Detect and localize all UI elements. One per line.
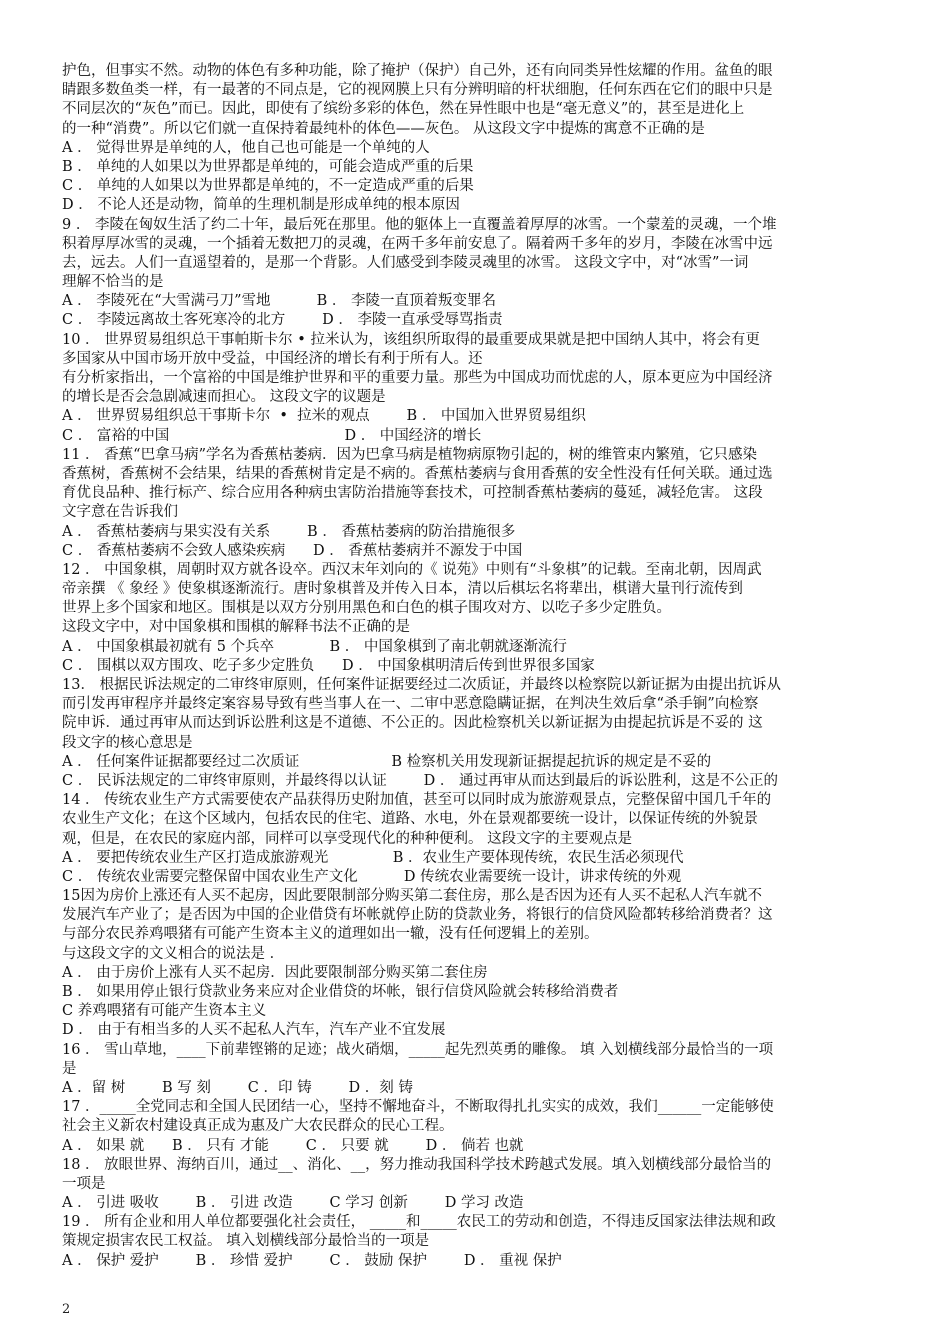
text-line: 与这段文字的文义相合的说法是 ． bbox=[62, 945, 285, 962]
text-line: A ． 如果 就 B ． 只有 才能 C ． 只要 就 D ． 倘若 也就 bbox=[62, 1137, 524, 1154]
text-line: 去，远去。人们一直遥望着的，是那一个背影。人们感受到李陵灵魂里的冰雪。 这段文字中，对“冰雪”一词 bbox=[62, 254, 749, 271]
text-line: A ． 保护 爱护 B ． 珍惜 爱护 C ． 鼓励 保护 D ． 重视 保护 bbox=[62, 1252, 562, 1269]
text-line: 16 ． 雪山草地，____下前辈铿锵的足迹；战火硝烟，_____起先烈英勇的雕像。 填 入划横线部分最恰当的一项 bbox=[62, 1041, 774, 1058]
text-line: 的一种“消费”。所以它们就一直保持着最纯朴的体色——灰色。 从这段文字中提炼的寓意不正确的是 bbox=[62, 120, 705, 137]
text-line: C ． 富裕的中国 D ． 中国经济的增长 bbox=[62, 427, 482, 444]
text-line: 段文字的核心意思是 bbox=[62, 734, 193, 751]
text-line: B ． 如果用停止银行贷款业务来应对企业借贷的坏帐，银行信贷风险就会转移给消费者 bbox=[62, 984, 619, 1000]
text-line: A ． 要把传统农业生产区打造成旅游观光 B ．农业生产要体现传统，农民生活必须现代 bbox=[62, 849, 684, 866]
text-line: A ． 任何案件证据都要经过二次质证 B 检察机关用发现新证据提起抗诉的规定是不妥的 bbox=[62, 753, 712, 770]
text-line: 与部分农民养鸡喂猪有可能产生资本主义的道理如出一辙，没有任何逻辑上的差别。 bbox=[62, 926, 599, 943]
text-line: 观，但是，在农民的家庭内部，同样可以享受现代化的种种便利。 这段文字的主要观点是 bbox=[62, 830, 633, 847]
text-line: 不同层次的“灰色”而已。因此，即使有了缤纷多彩的体色，然在异性眼中也是“毫无意义”的，甚至是进化上 bbox=[62, 101, 745, 118]
text-line: 18 ． 放眼世界、海纳百川，通过__、消化、__，努力推动我国科学技术跨越式发展。填入划横线部分最恰当的 bbox=[62, 1156, 772, 1173]
text-line: 15因为房价上涨还有人买不起房，因此要限制部分购买第二套住房，那么是否因为还有人买不起私人汽车就不 bbox=[62, 888, 762, 905]
text-line: 社会主义新农村建设真正成为惠及广大农民群众的民心工程。 bbox=[62, 1118, 454, 1135]
text-line: A ． 引进 吸收 B ． 引进 改造 C 学习 创新 D 学习 改造 bbox=[62, 1195, 524, 1212]
text-line: A ． 觉得世界是单纯的人，他自己也可能是一个单纯的人 bbox=[62, 139, 430, 156]
text-line: C ． 单纯的人如果以为世界都是单纯的，不一定造成严重的后果 bbox=[62, 178, 474, 195]
text-line: A ． 李陵死在“大雪满弓刀”雪地 B ． 李陵一直顶着叛变罪名 bbox=[62, 293, 496, 310]
text-line: 香蕉树，香蕉树不会结果，结果的香蕉树肯定是不病的。香蕉枯萎病与食用香蕉的安全性没有任何关联。通过选 bbox=[62, 465, 773, 482]
text-line: C ． 传统农业需要完整保留中国农业生产文化 D 传统农业需要统一设计，讲求传统的外观 bbox=[62, 868, 682, 885]
text-line: 9 ． 李陵在匈奴生活了约二十年，最后死在那里。他的躯体上一直覆盖着厚厚的冰雪。一个蒙羞的灵魂，一个堆 bbox=[62, 216, 777, 233]
text-line: C 养鸡喂猪有可能产生资本主义 bbox=[62, 1003, 267, 1020]
text-line: 一项是 bbox=[62, 1175, 106, 1192]
text-line: A ． 香蕉枯萎病与果实没有关系 B ． 香蕉枯萎病的防治措施很多 bbox=[62, 523, 516, 540]
text-line: 睛跟多数鱼类一样，有一最著的不同点是，它的视网膜上只有分辨明暗的杆状细胞，任何东西在它们的眼中只是 bbox=[62, 82, 773, 99]
text-line: B ． 单纯的人如果以为世界都是单纯的，可能会造成严重的后果 bbox=[62, 158, 474, 175]
text-line: A ． 中国象棋最初就有 5 个兵卒 B ． 中国象棋到了南北朝就逐渐流行 bbox=[62, 638, 567, 655]
document-body bbox=[62, 62, 888, 1271]
text-line: 10 ． 世界贸易组织总干事帕斯卡尔 • 拉米认为，该组织所取得的最重要成果就是把中国纳人其中，将会有更 bbox=[62, 331, 760, 348]
text-line: 的增长是否会急剧减速而担心。 这段文字的议题是 bbox=[62, 389, 386, 406]
text-line: 14 ． 传统农业生产方式需要使农产品获得历史附加值，甚至可以同时成为旅游观景点，完整保留中国几千年的 bbox=[62, 792, 772, 809]
text-line: 17 ．_____全党同志和全国人民团结一心，坚持不懈地奋斗，不断取得扎扎实实的成效，我们______一定能够使 bbox=[62, 1099, 774, 1116]
text-line: 13． 根据民诉法规定的二审终审原则，任何案件证据要经过二次质证，并最终以检察院以新证据为由提出抗诉从 bbox=[62, 677, 782, 693]
text-line: A ． 由于房价上涨有人买不起房．因此要限制部分购买第二套住房 bbox=[62, 964, 488, 981]
text-line: 19 ． 所有企业和用人单位都要强化社会责任， _____和_____农民工的劳动和创造，不得违反国家法律法规和政 bbox=[62, 1214, 776, 1231]
text-line: 理解不恰当的是 bbox=[62, 274, 164, 291]
text-line: C ． 李陵远离故土客死寒冷的北方 D ． 李陵一直承受辱骂指责 bbox=[62, 312, 503, 329]
page-number: 2 bbox=[62, 1302, 71, 1317]
text-line: D ． 不论人还是动物，简单的生理机制是形成单纯的根本原因 bbox=[62, 197, 460, 214]
text-line: A ．留 树 B 写 刻 C ．印 铸 D ．刻 铸 bbox=[62, 1079, 413, 1096]
text-line: 有分析家指出，一个富裕的中国是维护世界和平的重要力量。那些为中国成功而忧虑的人，原本更应为中国经济 bbox=[62, 370, 773, 386]
text-line: C ． 香蕉枯萎病不会致人感染疾病 D ． 香蕉枯萎病并不源发于中国 bbox=[62, 542, 523, 559]
text-line: 护色，但事实不然。动物的体色有多种功能，除了掩护（保护）自己外，还有向同类异性炫耀的作用。盆鱼的眼 bbox=[62, 63, 773, 79]
text-line: 这段文字中，对中国象棋和围棋的解释书法不正确的是 bbox=[62, 619, 410, 636]
text-line: 农业生产文化；在这个区域内，包括农民的住宅、道路、水电，外在景观都要统一设计，以保证传统的外貌景 bbox=[62, 811, 758, 828]
text-line: 12 ． 中国象棋，周朝时双方就各设卒。西汉末年刘向的《 说苑》中则有“斗象棋”的记载。至南北朝，因周武 bbox=[62, 561, 762, 578]
text-line: 而引发再审程序并最终定案容易导致有些当事人在一、二审中恶意隐瞒证据，在判决生效后拿“杀手锏”向检察 bbox=[62, 696, 759, 713]
text-line: A ． 世界贸易组织总干事斯卡尔 • 拉米的观点 B ． 中国加入世界贸易组织 bbox=[62, 408, 586, 425]
text-line: C ． 围棋以双方围攻、吃子多少定胜负 D ． 中国象棋明清后传到世界很多国家 bbox=[62, 657, 595, 674]
text-line: D ． 由于有相当多的人买不起私人汽车，汽车产业不宜发展 bbox=[62, 1022, 446, 1039]
text-line: 文字意在告诉我们 bbox=[62, 504, 178, 521]
text-line: 11 ． 香蕉“巴拿马病”学名为香蕉枯萎病．因为巴拿马病是植物病原物引起的，树的维管束内繁殖，它只感染 bbox=[62, 446, 757, 463]
text-line: 院申诉．通过再审从而达到诉讼胜利这是不道德、不公正的。因此检察机关以新证据为由提起抗诉是不妥的 这 bbox=[62, 715, 763, 732]
text-line: 是 bbox=[62, 1060, 77, 1077]
text-line: 发展汽车产业了；是否因为中国的企业借贷有坏帐就停止防的贷款业务，将银行的信贷风险都转移给消费者？这 bbox=[62, 907, 773, 924]
text-line: 多国家从中国市场开放中受益，中国经济的增长有利于所有人。还 bbox=[62, 350, 483, 367]
text-line: 世界上多个国家和地区。围棋是以双方分别用黑色和白色的棋子围攻对方、以吃子多少定胜负。 bbox=[62, 600, 671, 617]
text-line: 帝亲撰 《 象经 》使象棋逐渐流行。唐时象棋普及并传入日本，清以后棋坛名将辈出，棋谱大量刊行流传到 bbox=[62, 581, 743, 598]
text-line: 积着厚厚冰雪的灵魂，一个插着无数把刀的灵魂，在两千多年前安息了。隔着两千多年的岁月，李陵在冰雪中远 bbox=[62, 235, 773, 252]
text-line: C ． 民诉法规定的二审终审原则，并最终得以认证 D ． 通过再审从而达到最后的诉讼胜利，这是不公正的 bbox=[62, 772, 779, 789]
text-line: 育优良品种、推行标产、综合应用各种病虫害防治措施等套技术，可控制香蕉枯萎病的蔓延，减轻危害。 这段 bbox=[62, 485, 763, 502]
text-line: 策规定损害农民工权益。 填入划横线部分最恰当的一项是 bbox=[62, 1233, 430, 1250]
